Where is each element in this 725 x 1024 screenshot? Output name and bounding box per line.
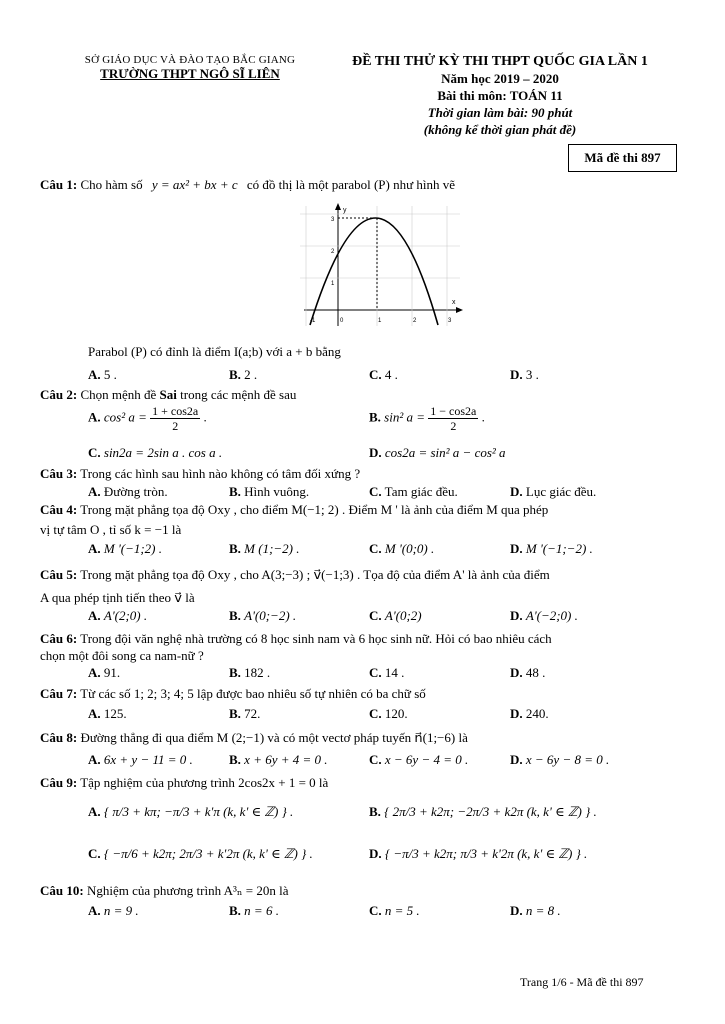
option-c[interactable]: C. M '(0;0) . (369, 541, 435, 556)
option-c[interactable]: C. { −π/6 + k2π; 2π/3 + k'2π (k, k' ∈ ℤ) } . (88, 846, 313, 861)
option-d[interactable]: D. { −π/3 + k2π; π/3 + k'2π (k, k' ∈ ℤ) } . (369, 846, 588, 861)
tick-label-y: 3 (331, 217, 335, 223)
option-c[interactable]: C. n = 5 . (369, 903, 420, 918)
question-10: Câu 10: Nghiệm của phương trình A³ₙ = 20n là (40, 883, 289, 898)
option-b[interactable]: B. 72. (229, 706, 261, 721)
tick-label-x: 3 (448, 318, 452, 324)
question-label: Câu 3: (40, 466, 78, 481)
option-d[interactable]: D. Lục giác đều. (510, 484, 597, 499)
question-label: Câu 6: (40, 631, 78, 646)
option-d[interactable]: D. 240. (510, 706, 549, 721)
school-year: Năm học 2019 – 2020 (441, 71, 559, 86)
question-6-line2: chọn một đôi song ca nam-nữ ? (40, 648, 204, 663)
option-a[interactable]: A. Đường tròn. (88, 484, 168, 499)
tick-label-x: 2 (413, 318, 417, 324)
header-right (320, 54, 680, 138)
question-label: Câu 2: (40, 387, 78, 402)
question-9: Câu 9: Tập nghiệm của phương trình 2cos2x + 1 = 0 là (40, 775, 329, 790)
x-axis-arrow-icon (456, 307, 463, 313)
option-a[interactable]: A. 125. (88, 706, 127, 721)
y-axis-arrow-icon (335, 203, 341, 210)
exam-code-box: Mã đề thi 897 (568, 144, 677, 172)
option-a[interactable]: A. cos² a = $\frac{1 + \cos 2a}{2}$ . (88, 404, 207, 433)
question-text: Cho hàm số (80, 177, 143, 192)
question-4: Câu 4: Trong mặt phẳng tọa độ Oxy , cho điểm M(−1; 2) . Điểm M ' là ảnh của điểm M qua phép (40, 502, 549, 517)
exam-time: Thời gian làm bài: 90 phút (427, 105, 573, 120)
exam-subject: Bài thi môn: TOÁN 11 (437, 88, 563, 103)
option-b[interactable]: B. A'(0;−2) . (229, 608, 297, 623)
question-2: Câu 2: Chọn mệnh đề Sai trong các mệnh đề sau (40, 387, 297, 402)
option-b[interactable]: B. Hình vuông. (229, 484, 310, 499)
option-b[interactable]: B. { 2π/3 + k2π; −2π/3 + k2π (k, k' ∈ ℤ) } . (369, 804, 597, 819)
formula: y = ax² + bx + c (151, 177, 238, 192)
question-5: Câu 5: Trong mặt phẳng tọa độ Oxy , cho A(3;−3) ; v⃗(−1;3) . Tọa độ của điểm A' là ảnh của điểm (40, 567, 550, 582)
option-b[interactable]: B. x + 6y + 4 = 0 . (229, 752, 328, 767)
question-4-line2: vị tự tâm O , tỉ số k = −1 là (40, 522, 182, 537)
department-name: SỞ GIÁO DỤC VÀ ĐÀO TẠO BẮC GIANG (84, 54, 296, 66)
question-label: Câu 7: (40, 686, 78, 701)
question-1 (40, 177, 455, 193)
exam-title: ĐỀ THI THỬ KỲ THI THPT QUỐC GIA LẦN 1 (352, 54, 648, 69)
option-a[interactable]: A. 6x + y − 11 = 0 . (88, 752, 193, 767)
option-c[interactable]: C. Tam giác đều. (369, 484, 458, 499)
school-name: TRƯỜNG THPT NGÔ SĨ LIÊN (100, 66, 280, 81)
option-a[interactable]: A. 91. (88, 665, 121, 680)
y-axis-label: y (343, 207, 347, 214)
question-label: Câu 5: (40, 567, 78, 582)
option-d[interactable]: D. M '(−1;−2) . (510, 541, 593, 556)
question-6: Câu 6: Trong đội văn nghệ nhà trường có 8 học sinh nam và 6 học sinh nữ. Hỏi có bao nhiêu cách (40, 631, 552, 646)
option-b[interactable]: B. sin² a = $\frac{1 - \cos 2a}{2}$ . (369, 404, 485, 433)
question-7: Câu 7: Từ các số 1; 2; 3; 4; 5 lập được bao nhiêu số tự nhiên có ba chữ số (40, 686, 426, 701)
option-c[interactable]: C. 14 . (369, 665, 405, 680)
parabola-graph (300, 200, 465, 332)
option-b[interactable]: B. M (1;−2) . (229, 541, 300, 556)
question-label: Câu 10: (40, 883, 84, 898)
option-c[interactable]: C. x − 6y − 4 = 0 . (369, 752, 469, 767)
question-3: Câu 3: Trong các hình sau hình nào không có tâm đối xứng ? (40, 466, 361, 481)
option-a[interactable]: A. n = 9 . (88, 903, 139, 918)
option-b[interactable]: B. 2 . (229, 367, 258, 382)
exam-note: (không kể thời gian phát đề) (423, 122, 577, 137)
option-a[interactable]: A. 5 . (88, 367, 117, 382)
option-a[interactable]: A. M '(−1;2) . (88, 541, 163, 556)
x-axis-label: x (452, 299, 456, 306)
option-c[interactable]: C. A'(0;2) (369, 608, 422, 623)
option-b[interactable]: B. 182 . (229, 665, 271, 680)
option-d[interactable]: D. x − 6y − 8 = 0 . (510, 752, 610, 767)
option-d[interactable]: D. 48 . (510, 665, 546, 680)
question-5-line2: A qua phép tịnh tiến theo v⃗ là (40, 590, 195, 605)
option-c[interactable]: C. 120. (369, 706, 408, 721)
option-b[interactable]: B. n = 6 . (229, 903, 279, 918)
question-8: Câu 8: Đường thẳng đi qua điểm M (2;−1) và có một vectơ pháp tuyến n⃗(1;−6) là (40, 730, 468, 745)
question-1-sub: Parabol (P) có đỉnh là điểm I(a;b) với a + b bằng (88, 344, 341, 359)
header-left (60, 54, 320, 82)
option-c[interactable]: C. 4 . (369, 367, 398, 382)
grid (300, 206, 460, 326)
tick-label-x: 0 (340, 318, 344, 324)
option-a[interactable]: A. A'(2;0) . (88, 608, 148, 623)
tick-label-y: 2 (331, 249, 335, 255)
page-footer: Trang 1/6 - Mã đề thi 897 (520, 975, 644, 989)
tick-label-x: 1 (378, 318, 382, 324)
option-d[interactable]: D. n = 8 . (510, 903, 561, 918)
question-label: Câu 1: (40, 177, 78, 192)
option-d[interactable]: D. A'(−2;0) . (510, 608, 578, 623)
option-d[interactable]: D. 3 . (510, 367, 539, 382)
tick-label-y: 1 (331, 281, 335, 287)
parabola-curve (310, 218, 438, 325)
question-text: có đồ thị là một parabol (P) như hình vẽ (246, 177, 456, 192)
option-a[interactable]: A. { π/3 + kπ; −π/3 + k'π (k, k' ∈ ℤ) } . (88, 804, 294, 819)
option-d[interactable]: D. cos2a = sin² a − cos² a (369, 445, 506, 460)
question-label: Câu 9: (40, 775, 78, 790)
option-c[interactable]: C. sin2a = 2sin a . cos a . (88, 445, 223, 460)
question-label: Câu 4: (40, 502, 78, 517)
tick-label-x: -1 (310, 318, 316, 324)
question-label: Câu 8: (40, 730, 78, 745)
